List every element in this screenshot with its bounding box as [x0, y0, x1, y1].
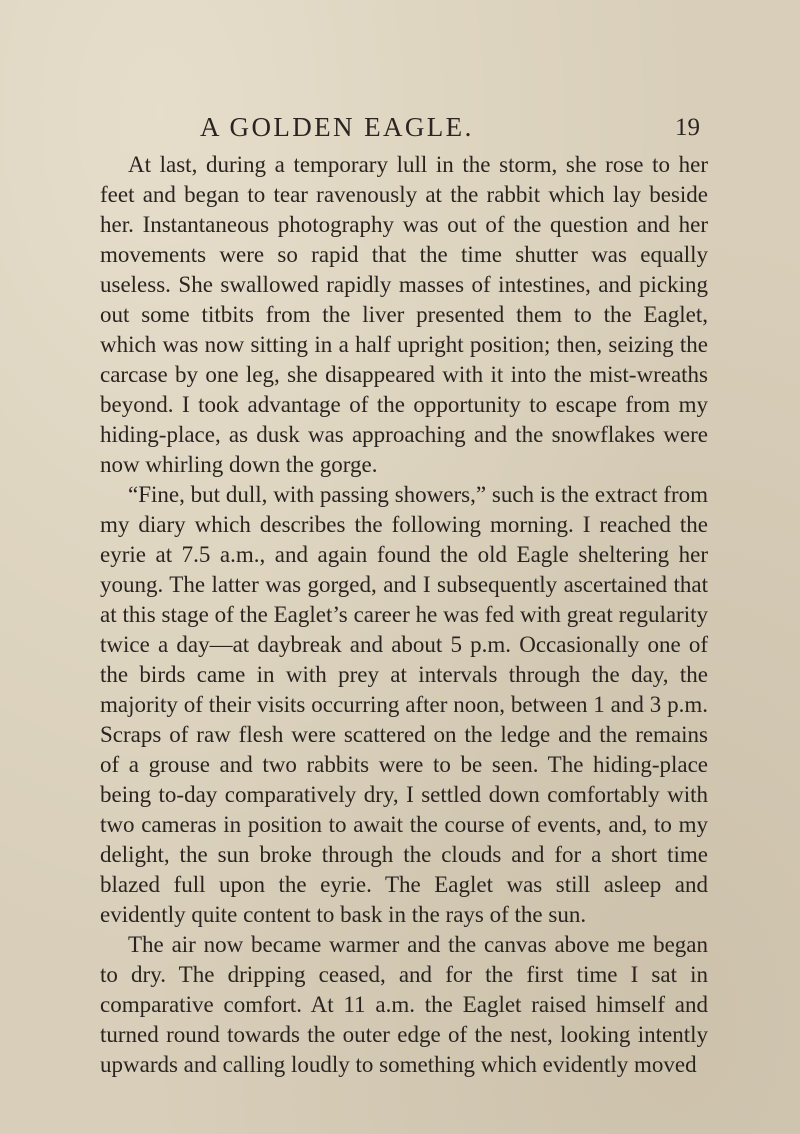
- page-number: 19: [675, 114, 700, 141]
- paragraph: The air now became warmer and the canvas above me began to dry. The dripping ceased, and for the first time I sat in comparative comfort. At 11 a.m. the Eaglet raised himself and turned round towards the outer edge of the nest, looking intently upwards and calling loudly to something which evidently moved: [100, 932, 708, 1077]
- paragraph: “Fine, but dull, with passing showers,” such is the extract from my diary which describes the following morning. I reached the eyrie at 7.5 a.m., and again found the old Eagle sheltering her young. The latter was gorged, and I subsequently ascertained that at this stage of the Eaglet’s career he was fed with great regularity twice a day—at daybreak and about 5 p.m. Occasionally one of the birds came in with prey at intervals through the day, the majority of their visits occurring after noon, between 1 and 3 p.m. Scraps of raw flesh were scattered on the ledge and the remains of a grouse and two rabbits were to be seen. The hiding-place being to-day comparatively dry, I settled down comfortably with two cameras in position to await the course of events, and, to my delight, the sun broke through the clouds and for a short time blazed full upon the eyrie. The Eaglet was still asleep and evidently quite content to bask in the rays of the sun.: [100, 482, 708, 927]
- running-head: [100, 112, 700, 152]
- paragraph: At last, during a temporary lull in the storm, she rose to her feet and began to tear ravenously at the rabbit which lay beside her. Instantaneous photography was out of the question and her movements were so rapid that the time shutter was equally useless. She swallowed rapidly masses of intestines, and picking out some titbits from the liver presented them to the Eaglet, which was now sitting in a half upright position; then, seizing the carcase by one leg, she disappeared with it into the mist-wreaths beyond. I took advantage of the opportunity to escape from my hiding-place, as dusk was approaching and the snowflakes were now whirling down the gorge.: [100, 152, 708, 477]
- body-text: [100, 150, 708, 1080]
- running-title: A GOLDEN EAGLE.: [200, 112, 474, 142]
